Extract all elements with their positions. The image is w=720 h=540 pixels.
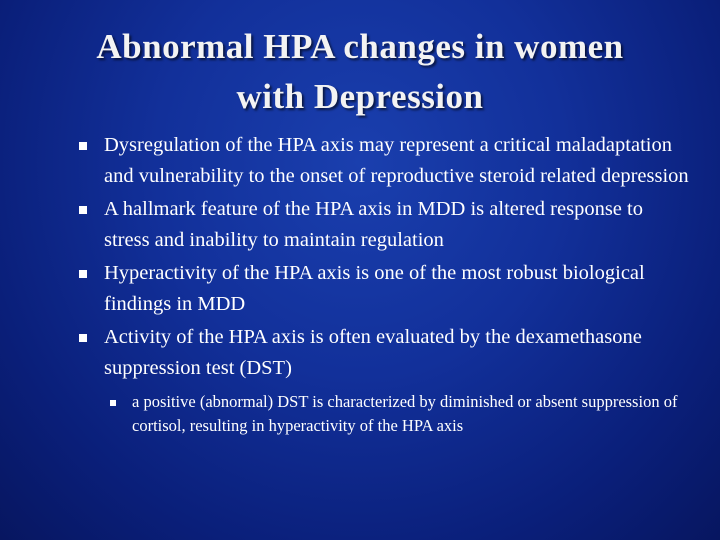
sub-bullet-item xyxy=(108,390,690,438)
square-bullet-icon xyxy=(79,142,87,150)
bullet-text: Activity of the HPA axis is often evaluated by the dexamethasone suppression test (DST) xyxy=(104,326,642,379)
square-bullet-icon xyxy=(110,400,116,406)
slide-title-line-2: with Depression xyxy=(236,77,484,116)
slide-title xyxy=(40,22,680,122)
bullet-item xyxy=(80,130,690,192)
slide-title-line-1: Abnormal HPA changes in women xyxy=(96,27,624,66)
sub-bullet-text: a positive (abnormal) DST is characterized by diminished or absent suppression of cortisol, resulting in hyperactivity of the HPA axis xyxy=(132,392,678,435)
bullet-item xyxy=(80,258,690,320)
sub-bullet-list xyxy=(108,390,690,438)
square-bullet-icon xyxy=(79,334,87,342)
square-bullet-icon xyxy=(79,270,87,278)
bullet-text: A hallmark feature of the HPA axis in MDD is altered response to stress and inability to maintain regulation xyxy=(104,198,643,251)
bullet-text: Dysregulation of the HPA axis may represent a critical maladaptation and vulnerability to the onset of reproductive steroid related depression xyxy=(104,134,689,187)
bullet-item xyxy=(80,322,690,384)
bullet-item xyxy=(80,194,690,256)
bullet-text: Hyperactivity of the HPA axis is one of the most robust biological findings in MDD xyxy=(104,262,645,315)
bullet-list xyxy=(80,130,690,438)
square-bullet-icon xyxy=(79,206,87,214)
